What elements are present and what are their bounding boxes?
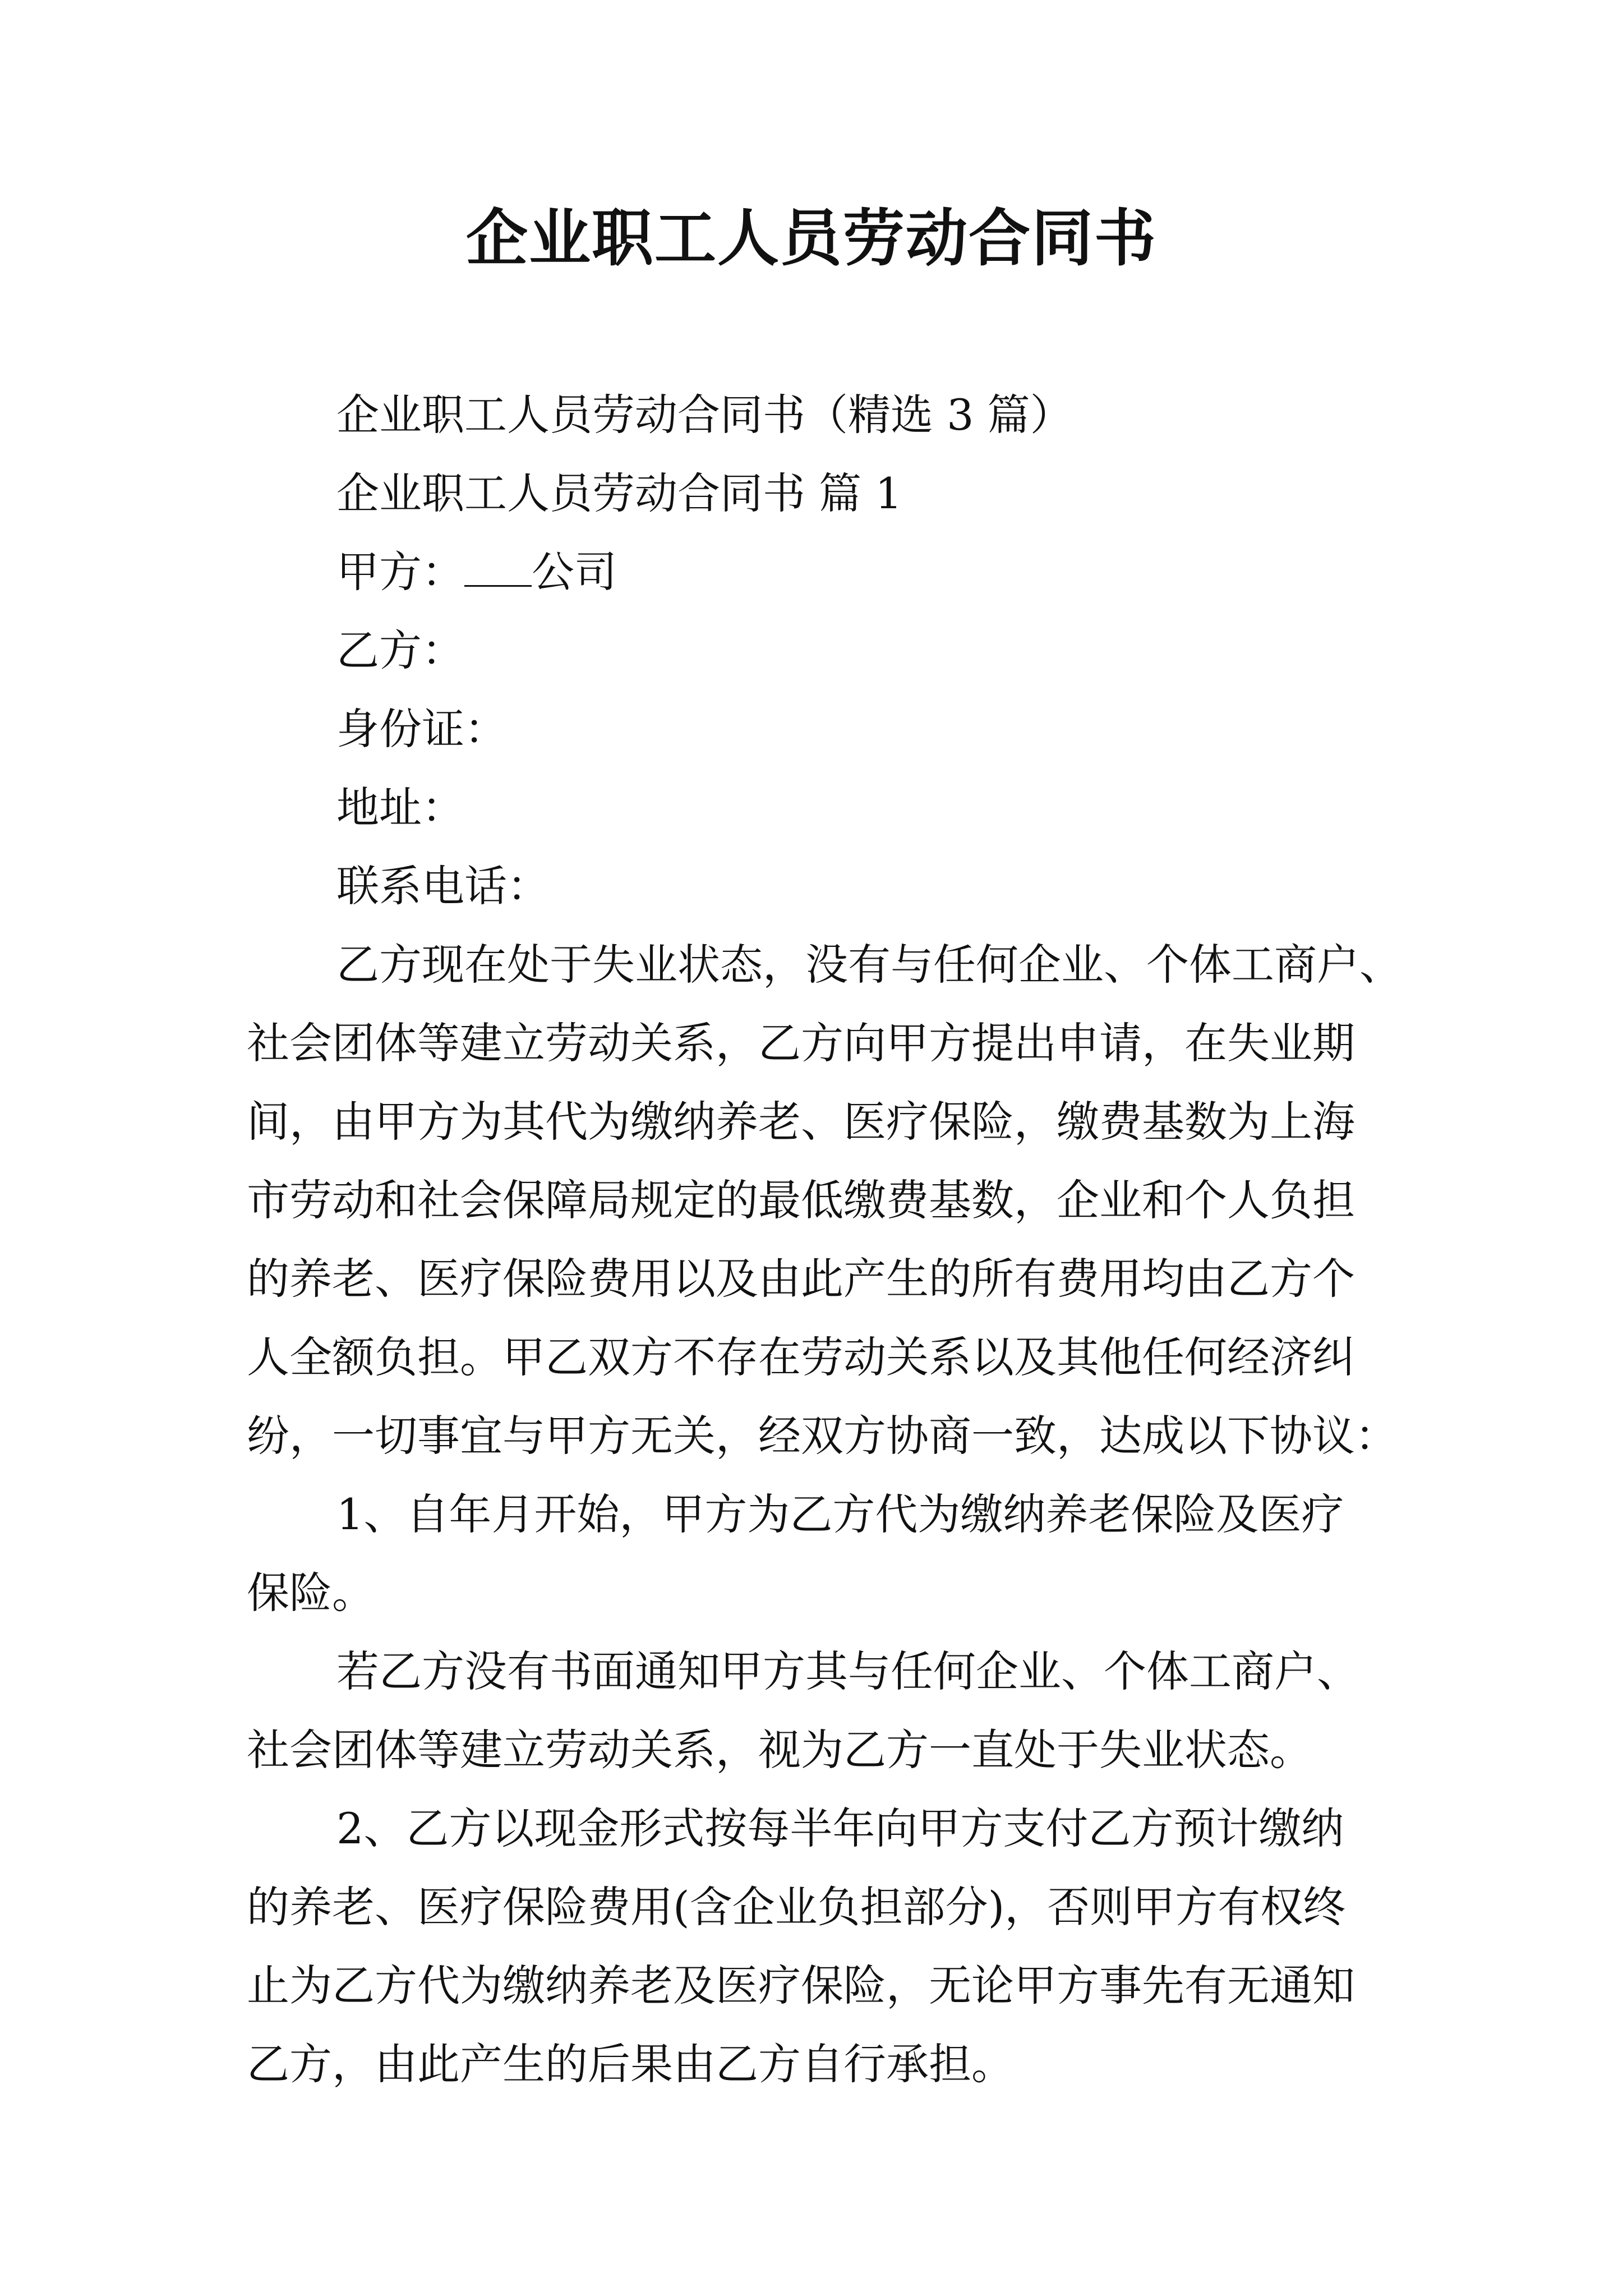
body-line: 人全额负担。甲乙双方不存在劳动关系以及其他任何经济纠	[247, 1332, 1355, 1382]
body-line: 纷，一切事宜与甲方无关，经双方协商一致，达成以下协议：	[247, 1411, 1398, 1461]
clause-2-line: 乙方，由此产生的后果由乙方自行承担。	[247, 2039, 1014, 2089]
body-line: 社会团体等建立劳动关系，视为乙方一直处于失业状态。	[247, 1725, 1312, 1775]
body-line: 若乙方没有书面通知甲方其与任何企业、个体工商户、	[336, 1646, 1359, 1696]
phone-label: 联系电话：	[336, 861, 550, 911]
document-title: 企业职工人员劳动合同书	[466, 202, 1157, 274]
body-line: 乙方现在处于失业状态，没有与任何企业、个体工商户、	[336, 940, 1402, 990]
body-line: 间，由甲方为其代为缴纳养老、医疗保险，缴费基数为上海	[247, 1097, 1355, 1147]
clause-2-line: 2、乙方以现金形式按每半年向甲方支付乙方预计缴纳	[336, 1803, 1344, 1853]
body-line: 市劳动和社会保障局规定的最低缴费基数，企业和个人负担	[247, 1175, 1355, 1225]
party-b-label: 乙方：	[336, 625, 464, 675]
clause-2-line: 止为乙方代为缴纳养老及医疗保险，无论甲方事先有无通知	[247, 1961, 1355, 2010]
address-label: 地址：	[336, 783, 464, 832]
section-heading: 企业职工人员劳动合同书 篇 1	[336, 468, 902, 518]
body-line: 的养老、医疗保险费用以及由此产生的所有费用均由乙方个	[247, 1254, 1355, 1304]
body-line: 社会团体等建立劳动关系，乙方向甲方提出申请，在失业期	[247, 1018, 1355, 1068]
party-a-suffix: 公司	[532, 547, 617, 597]
clause-2-line: 的养老、医疗保险费用(含企业负担部分)，否则甲方有权终	[247, 1882, 1346, 1932]
document-subtitle: 企业职工人员劳动合同书（精选 3 篇）	[336, 390, 1073, 440]
clause-1-line: 1、自年月开始，甲方为乙方代为缴纳养老保险及医疗	[336, 1489, 1344, 1539]
party-a-blank	[464, 545, 532, 587]
party-a-line	[336, 544, 617, 600]
clause-1-line: 保险。	[247, 1568, 375, 1618]
party-a-label: 甲方：	[336, 547, 464, 597]
id-card-label: 身份证：	[336, 704, 507, 754]
